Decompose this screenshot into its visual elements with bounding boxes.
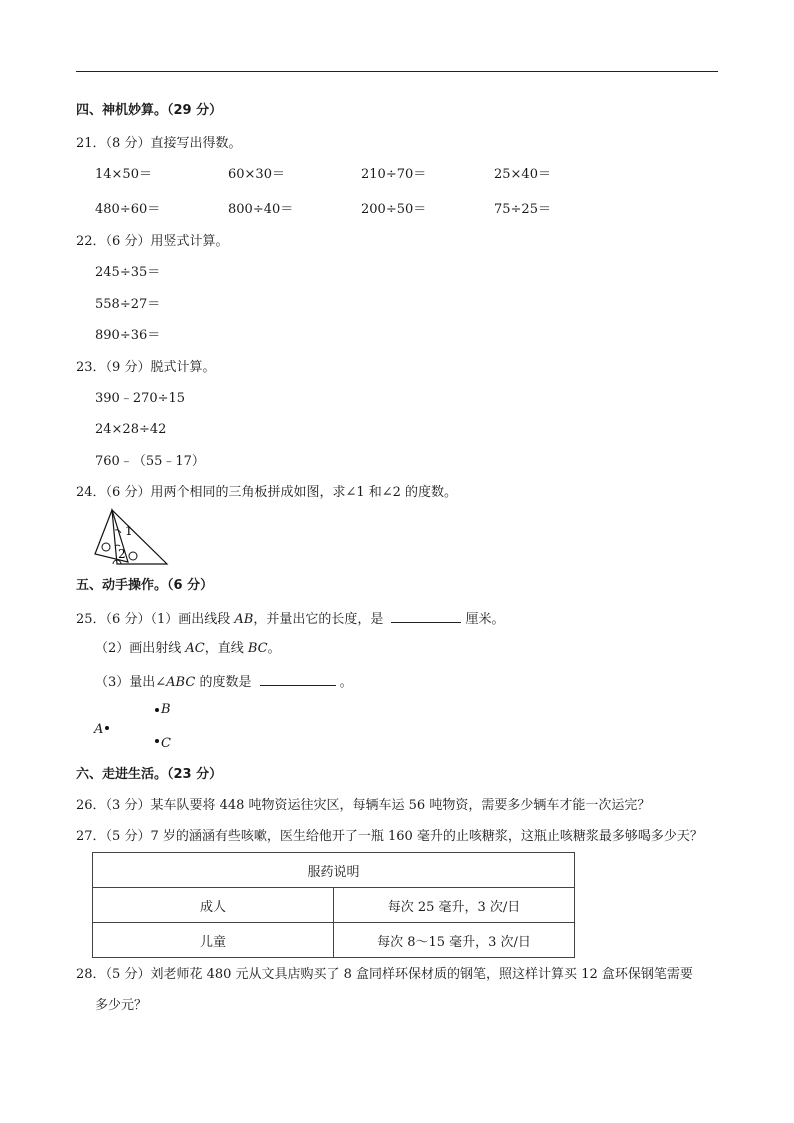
header-rule	[76, 71, 718, 72]
q23-item-3: 760﹣（55﹣17）	[95, 454, 205, 469]
q22-item-2: 558÷27＝	[95, 297, 161, 312]
q23-heading: 23．（9 分）脱式计算。	[76, 360, 216, 375]
section-6-title: 六、走进生活。（23 分）	[76, 767, 223, 782]
q25-part-2: （2）画出射线 AC，直线 BC。	[95, 641, 281, 656]
q25-part-1: 25．（6 分）（1）画出线段 AB，并量出它的长度，是 厘米。	[76, 612, 505, 627]
table-cell-dose: 每次 8～15 毫升，3 次/日	[334, 923, 575, 958]
q28-line-1: 28．（5 分）刘老师花 480 元从文具店购买了 8 盒同样环保材质的钢笔，照这样计算买 12 盒环保钢笔需要	[76, 967, 693, 982]
table-row	[93, 923, 575, 958]
q21-item-1: 14×50＝	[95, 167, 152, 182]
q22-item-3: 890÷36＝	[95, 328, 161, 343]
q26-text: 26．（3 分）某车队要将 448 吨物资运往灾区，每辆车运 56 吨物资，需要多少辆车才能一次运完？	[76, 798, 651, 813]
angle-1-label: 1	[125, 524, 133, 538]
q21-item-4: 25×40＝	[494, 167, 551, 182]
q21-item-8: 75÷25＝	[494, 202, 551, 217]
section-5-title: 五、动手操作。（6 分）	[76, 578, 214, 593]
q21-item-2: 60×30＝	[228, 167, 285, 182]
hole-right	[129, 552, 137, 560]
q23-item-2: 24×28÷42	[95, 422, 167, 437]
dosage-table-title: 服药说明	[93, 853, 575, 888]
angle-2-arc	[115, 545, 120, 546]
table-cell-who: 成人	[93, 888, 334, 923]
q25-angle-blank[interactable]	[260, 673, 336, 686]
dosage-table	[92, 852, 575, 958]
table-cell-dose: 每次 25 毫升，3 次/日	[334, 888, 575, 923]
table-row	[93, 888, 575, 923]
q21-heading: 21．（8 分）直接写出得数。	[76, 136, 242, 151]
q27-text: 27．（5 分）7 岁的涵涵有些咳嗽，医生给他开了一瓶 160 毫升的止咳糖浆，这瓶止咳糖浆最多够喝多少天？	[76, 829, 703, 844]
q24-heading: 24．（6 分）用两个相同的三角板拼成如图，求∠1 和∠2 的度数。	[76, 485, 458, 500]
q25-part-3: （3）量出∠ABC 的度数是 。	[95, 675, 353, 690]
q28-line-2: 多少元？	[95, 998, 148, 1013]
hole-left	[102, 543, 110, 551]
q21-item-6: 800÷40＝	[228, 202, 294, 217]
q23-item-1: 390﹣270÷15	[95, 391, 186, 406]
q21-item-3: 210÷70＝	[361, 167, 427, 182]
angle-2-label: 2	[118, 547, 126, 561]
q21-item-7: 200÷50＝	[361, 202, 427, 217]
table-cell-who: 儿童	[93, 923, 334, 958]
q22-heading: 22．（6 分）用竖式计算。	[76, 234, 229, 249]
set-squares-figure	[90, 508, 170, 570]
q25-length-blank[interactable]	[391, 610, 461, 623]
q21-item-5: 480÷60＝	[95, 202, 161, 217]
section-4-title: 四、神机妙算。（29 分）	[76, 103, 223, 118]
q22-item-1: 245÷35＝	[95, 265, 161, 280]
